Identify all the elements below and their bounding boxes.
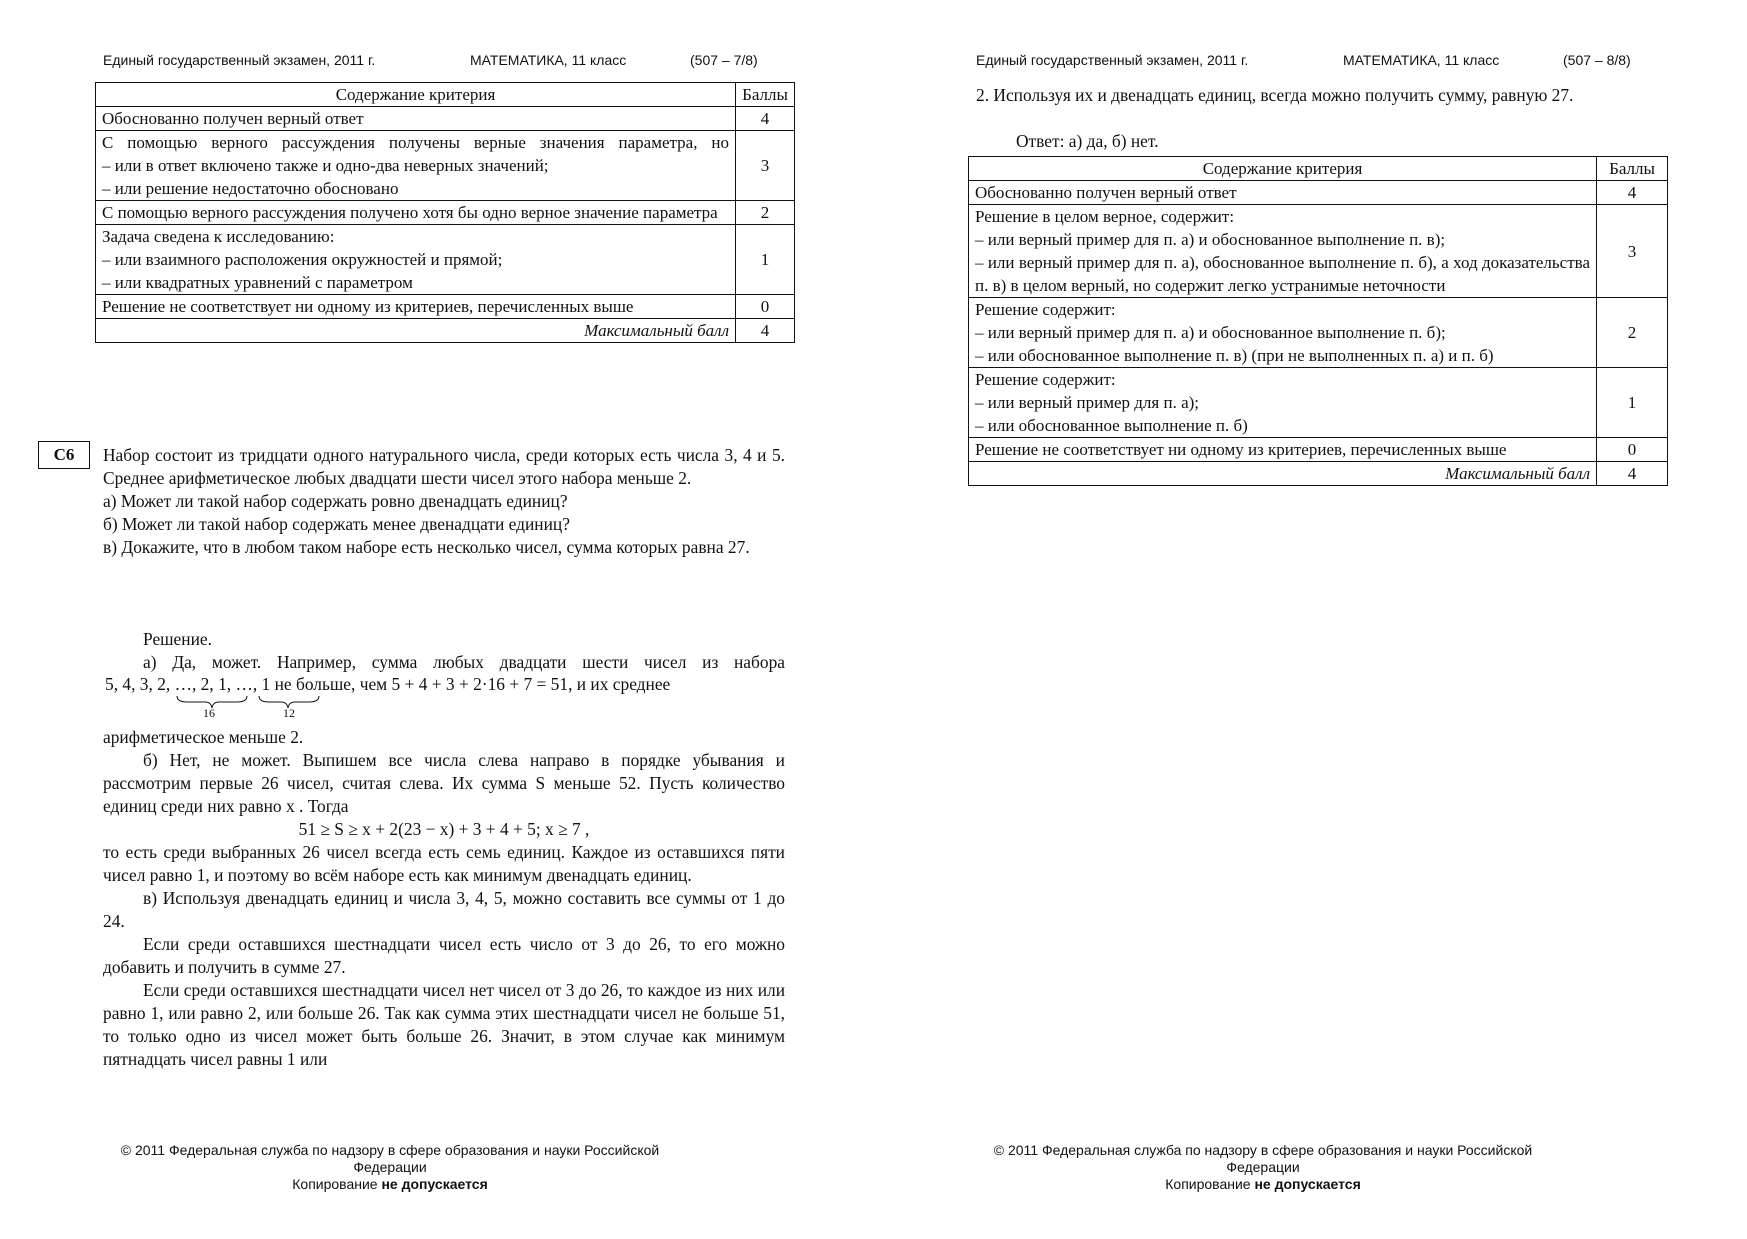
header-exam: Единый государственный экзамен, 2011 г. [976,52,1249,68]
solution-title: Решение. [143,629,212,649]
sequence-start: 5, 4, 3, [105,674,153,694]
max-score-label: Максимальный балл [96,319,736,343]
header-subject: МАТЕМАТИКА, 11 класс [470,52,627,68]
example-sequence: 5, 4, 3, 2, …, 2, 1, …, 1 не больше, чем 5 + 4 + 3 + 2·16 + 7 = 51, и их среднее [105,674,671,694]
criteria-table [95,82,795,343]
points-cell: 1 [736,225,795,295]
brace-count-12: 12 [283,706,295,720]
table-row [96,225,795,295]
max-score-value: 4 [736,319,795,343]
group-ones: 1, …, 1 [218,674,271,694]
header-points: Баллы [736,83,795,107]
table-row [969,368,1668,438]
criterion-cell: С помощью верного рассуждения получено хотя бы одно верное значение параметра [96,201,736,225]
sequence-sum-text: не больше, чем 5 + 4 + 3 + 2·16 + 7 = 51, и их среднее [274,674,671,694]
underbraces [175,694,325,710]
left-page [0,0,873,1239]
table-row [969,438,1668,462]
task-statement [103,444,785,559]
header-subject: МАТЕМАТИКА, 11 класс [1343,52,1500,68]
points-cell: 0 [1597,438,1668,462]
solution-a-line1: а) Да, может. Например, сумма любых двадцати шести чисел из набора [143,652,785,672]
points-cell: 2 [1597,298,1668,368]
right-page [873,0,1746,1239]
footer-copy-note: Копирование не допускается [292,1176,488,1192]
header-code: (507 – 7/8) [690,52,758,68]
table-row [96,107,795,131]
solution-continuation: 2. Используя их и двенадцать единиц, всегда можно получить сумму, равную 27. [976,85,1574,105]
task-number-label: С6 [38,441,90,469]
max-score-value: 4 [1597,462,1668,486]
max-score-row [96,319,795,343]
criterion-cell: Задача сведена к исследованию: – или взаимного расположения окружностей и прямой; – или квадратных уравнений с параметром [96,225,736,295]
criterion-cell: Решение не соответствует ни одному из критериев, перечисленных выше [96,295,736,319]
criterion-cell: Обоснованно получен верный ответ [96,107,736,131]
criterion-cell: Решение не соответствует ни одному из критериев, перечисленных выше [969,438,1597,462]
footer-copy-note: Копирование не допускается [1165,1176,1361,1192]
table-row [96,131,795,201]
footer-copyright: © 2011 Федеральная служба по надзору в сфере образования и науки Российской Федерации [993,1142,1533,1175]
max-score-row [969,462,1668,486]
header-code: (507 – 8/8) [1563,52,1631,68]
table-row [96,201,795,225]
table-header-row [969,157,1668,181]
footer [973,1142,1553,1193]
footer-copyright: © 2011 Федеральная служба по надзору в сфере образования и науки Российской Федерации [120,1142,660,1175]
points-cell: 0 [736,295,795,319]
footer [100,1142,680,1193]
criterion-cell: Решение в целом верное, содержит: – или верный пример для п. а) и обоснованное выполнение п. в); – или верный пример для п. а), обоснованное выполнение п. б), а ход доказательства п. в) в целом верный, но содержит легко устранимые неточности [969,205,1597,298]
table-header-row [96,83,795,107]
table-row [969,298,1668,368]
table-row [969,205,1668,298]
criteria-table [968,156,1668,486]
task-part-c: в) Докажите, что в любом таком наборе есть несколько чисел, сумма которых равна 27. [103,537,750,557]
points-cell: 4 [736,107,795,131]
inequality-formula: 51 ≥ S ≥ x + 2(23 − x) + 3 + 4 + 5; x ≥ 7 , [298,819,590,839]
header-criterion: Содержание критерия [969,157,1597,181]
task-condition: Набор состоит из тридцати одного натурального числа, среди которых есть числа 3, 4 и 5. Среднее арифметическое любых двадцати шести чисел этого набора меньше 2. [103,445,785,488]
max-score-label: Максимальный балл [969,462,1597,486]
criterion-cell: Решение содержит: – или верный пример для п. а) и обоснованное выполнение п. б); – или обоснованное выполнение п. в) (при не выполненных п. а) и п. б) [969,298,1597,368]
points-cell: 3 [736,131,795,201]
header-exam: Единый государственный экзамен, 2011 г. [103,52,376,68]
header-points: Баллы [1597,157,1668,181]
solution-a-line3: арифметическое меньше 2. [103,727,304,747]
header-criterion: Содержание критерия [96,83,736,107]
points-cell: 3 [1597,205,1668,298]
group-twos: 2, …, 2 [157,674,210,694]
points-cell: 2 [736,201,795,225]
solution-part-b: б) Нет, не может. Выпишем все числа слева направо в порядке убывания и рассмотрим первые 26 чисел, считая слева. Их сумма S меньше 52. Пусть количество единиц среди них равно x . Тогда 51 ≥ S ≥ x + 2(23 − x) + 3 + 4 + 5; x ≥ 7 , то есть среди выбранных 26 чисел всегда есть семь единиц. Каждое из оставшихся пяти чисел равно 1, и поэтому во всём наборе есть как минимум двенадцать единиц. в) Используя двенадцать единиц и числа 3, 4, 5, можно составить все суммы от 1 до 24. Если среди оставшихся шестнадцати чисел есть число от 3 до 26, то его можно добавить и получить в сумме 27. Если среди оставшихся шестнадцати чисел нет чисел от 3 до 26, то каждое из них или равно 1, или равно 2, или больше 26. Так как сумма этих шестнадцати чисел не больше 51, то только одно из чисел может быть больше 26. Значит, в этом случае как минимум пятнадцать чисел равны 1 или [103,750,785,1069]
task-part-b: б) Может ли такой набор содержать менее двенадцати единиц? [103,514,570,534]
answer-line: Ответ: а) да, б) нет. [1016,131,1159,151]
brace-count-16: 16 [203,706,215,720]
criterion-cell: Обоснованно получен верный ответ [969,181,1597,205]
table-row [96,295,795,319]
points-cell: 1 [1597,368,1668,438]
criterion-cell: Решение содержит: – или верный пример для п. а); – или обоснованное выполнение п. б) [969,368,1597,438]
table-row [969,181,1668,205]
task-part-a: а) Может ли такой набор содержать ровно двенадцать единиц? [103,491,568,511]
points-cell: 4 [1597,181,1668,205]
criterion-cell: С помощью верного рассуждения получены верные значения параметра, но – или в ответ включено также и одно-два неверных значений; – или решение недостаточно обосновано [96,131,736,201]
